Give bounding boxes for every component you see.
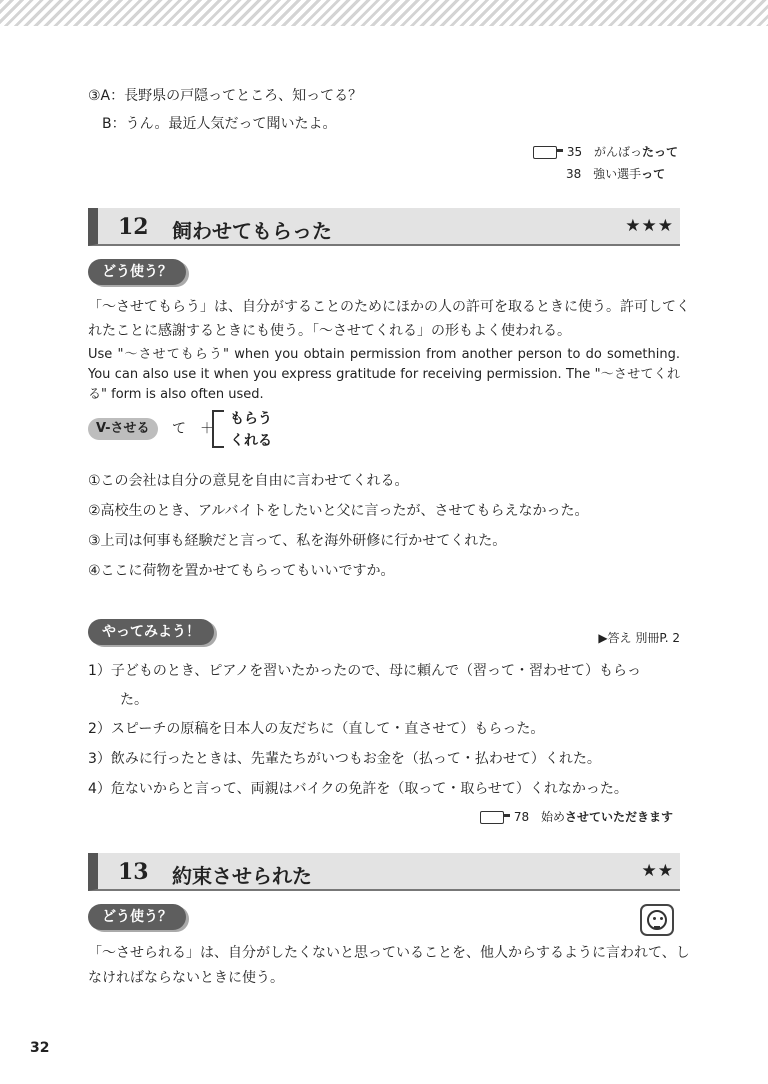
cross-reference-78[interactable]: 78 始めさせていただきます	[480, 809, 673, 825]
pointing-hand-icon	[533, 146, 557, 159]
formula-option-morau: もらう	[230, 411, 272, 427]
pointing-hand-icon	[480, 811, 504, 824]
practice-label: やってみよう！	[88, 619, 214, 645]
practice-question-4: 4）危ないからと言って、両親はバイクの免許を（取って・取らせて）くれなかった。	[88, 781, 628, 797]
example-sentence: ②高校生のとき、アルバイトをしたいと父に言ったが、させてもらえなかった。	[88, 503, 589, 519]
section-title: 飼わせてもらった	[172, 219, 332, 243]
explanation-jp-line: 「～させてもらう」は、自分がすることのためにほかの人の許可を取るときに使う。許可してく	[88, 299, 690, 315]
difficulty-stars: ★★	[641, 861, 674, 881]
example-sentence: ③上司は何事も経験だと言って、私を海外研修に行かせてくれた。	[88, 533, 507, 549]
formula-verb-pill: V-させる	[88, 418, 158, 440]
explanation-jp-line: 「～させられる」は、自分がしたくないと思っていることを、他人からするように言われて、し	[88, 945, 690, 961]
how-to-use-label: どう使う？	[88, 904, 186, 930]
answer-reference-link[interactable]: ▶答え 別冊P. 2	[598, 631, 680, 645]
explanation-en: Use "～させてもらう" when you obtain permission from another person to do something. You can also use it when you express gratitude for receiving permission. The "～させてくれる" form is also often used.	[88, 347, 680, 402]
formula-te: て ＋	[172, 421, 214, 437]
practice-question-2: 2）スピーチの原稿を日本人の友だちに（直して・直させて）もらった。	[88, 721, 545, 737]
top-stripe-decoration	[0, 0, 768, 26]
example-b-line: B：うん。最近人気だって聞いたよ。	[102, 116, 337, 132]
section-title: 約束させられた	[172, 864, 312, 888]
section-number: 13	[118, 859, 149, 885]
explanation-jp-line: なければならないときに使う。	[88, 970, 284, 986]
formula-bracket	[212, 410, 224, 448]
cross-reference-35[interactable]: 35 がんばったって	[533, 144, 678, 160]
section-number: 12	[118, 214, 149, 240]
how-to-use-label: どう使う？	[88, 259, 186, 285]
example-a-line: ③A：長野県の戸隠ってところ、知ってる？	[88, 88, 363, 104]
section-13-header	[88, 853, 680, 891]
example-sentence: ④ここに荷物を置かせてもらってもいいですか。	[88, 563, 395, 579]
explanation-jp-line: れたことに感謝するときにも使う。「～させてくれる」の形もよく使われる。	[88, 323, 571, 339]
page-number: 32	[30, 1040, 50, 1056]
example-sentence: ①この会社は自分の意見を自由に言わせてくれる。	[88, 473, 409, 489]
practice-question-1-cont: た。	[120, 692, 148, 708]
section-12-header	[88, 208, 680, 246]
practice-question-1: 1）子どものとき、ピアノを習いたかったので、母に頼んで（習って・習わせて）もらっ	[88, 663, 641, 679]
reluctant-face-icon	[640, 904, 674, 936]
formula-option-kureru: くれる	[230, 433, 272, 449]
practice-question-3: 3）飲みに行ったときは、先輩たちがいつもお金を（払って・払わせて）くれた。	[88, 751, 601, 767]
cross-reference-38[interactable]: 38 強い選手って	[566, 167, 666, 181]
difficulty-stars: ★★★	[625, 216, 674, 236]
